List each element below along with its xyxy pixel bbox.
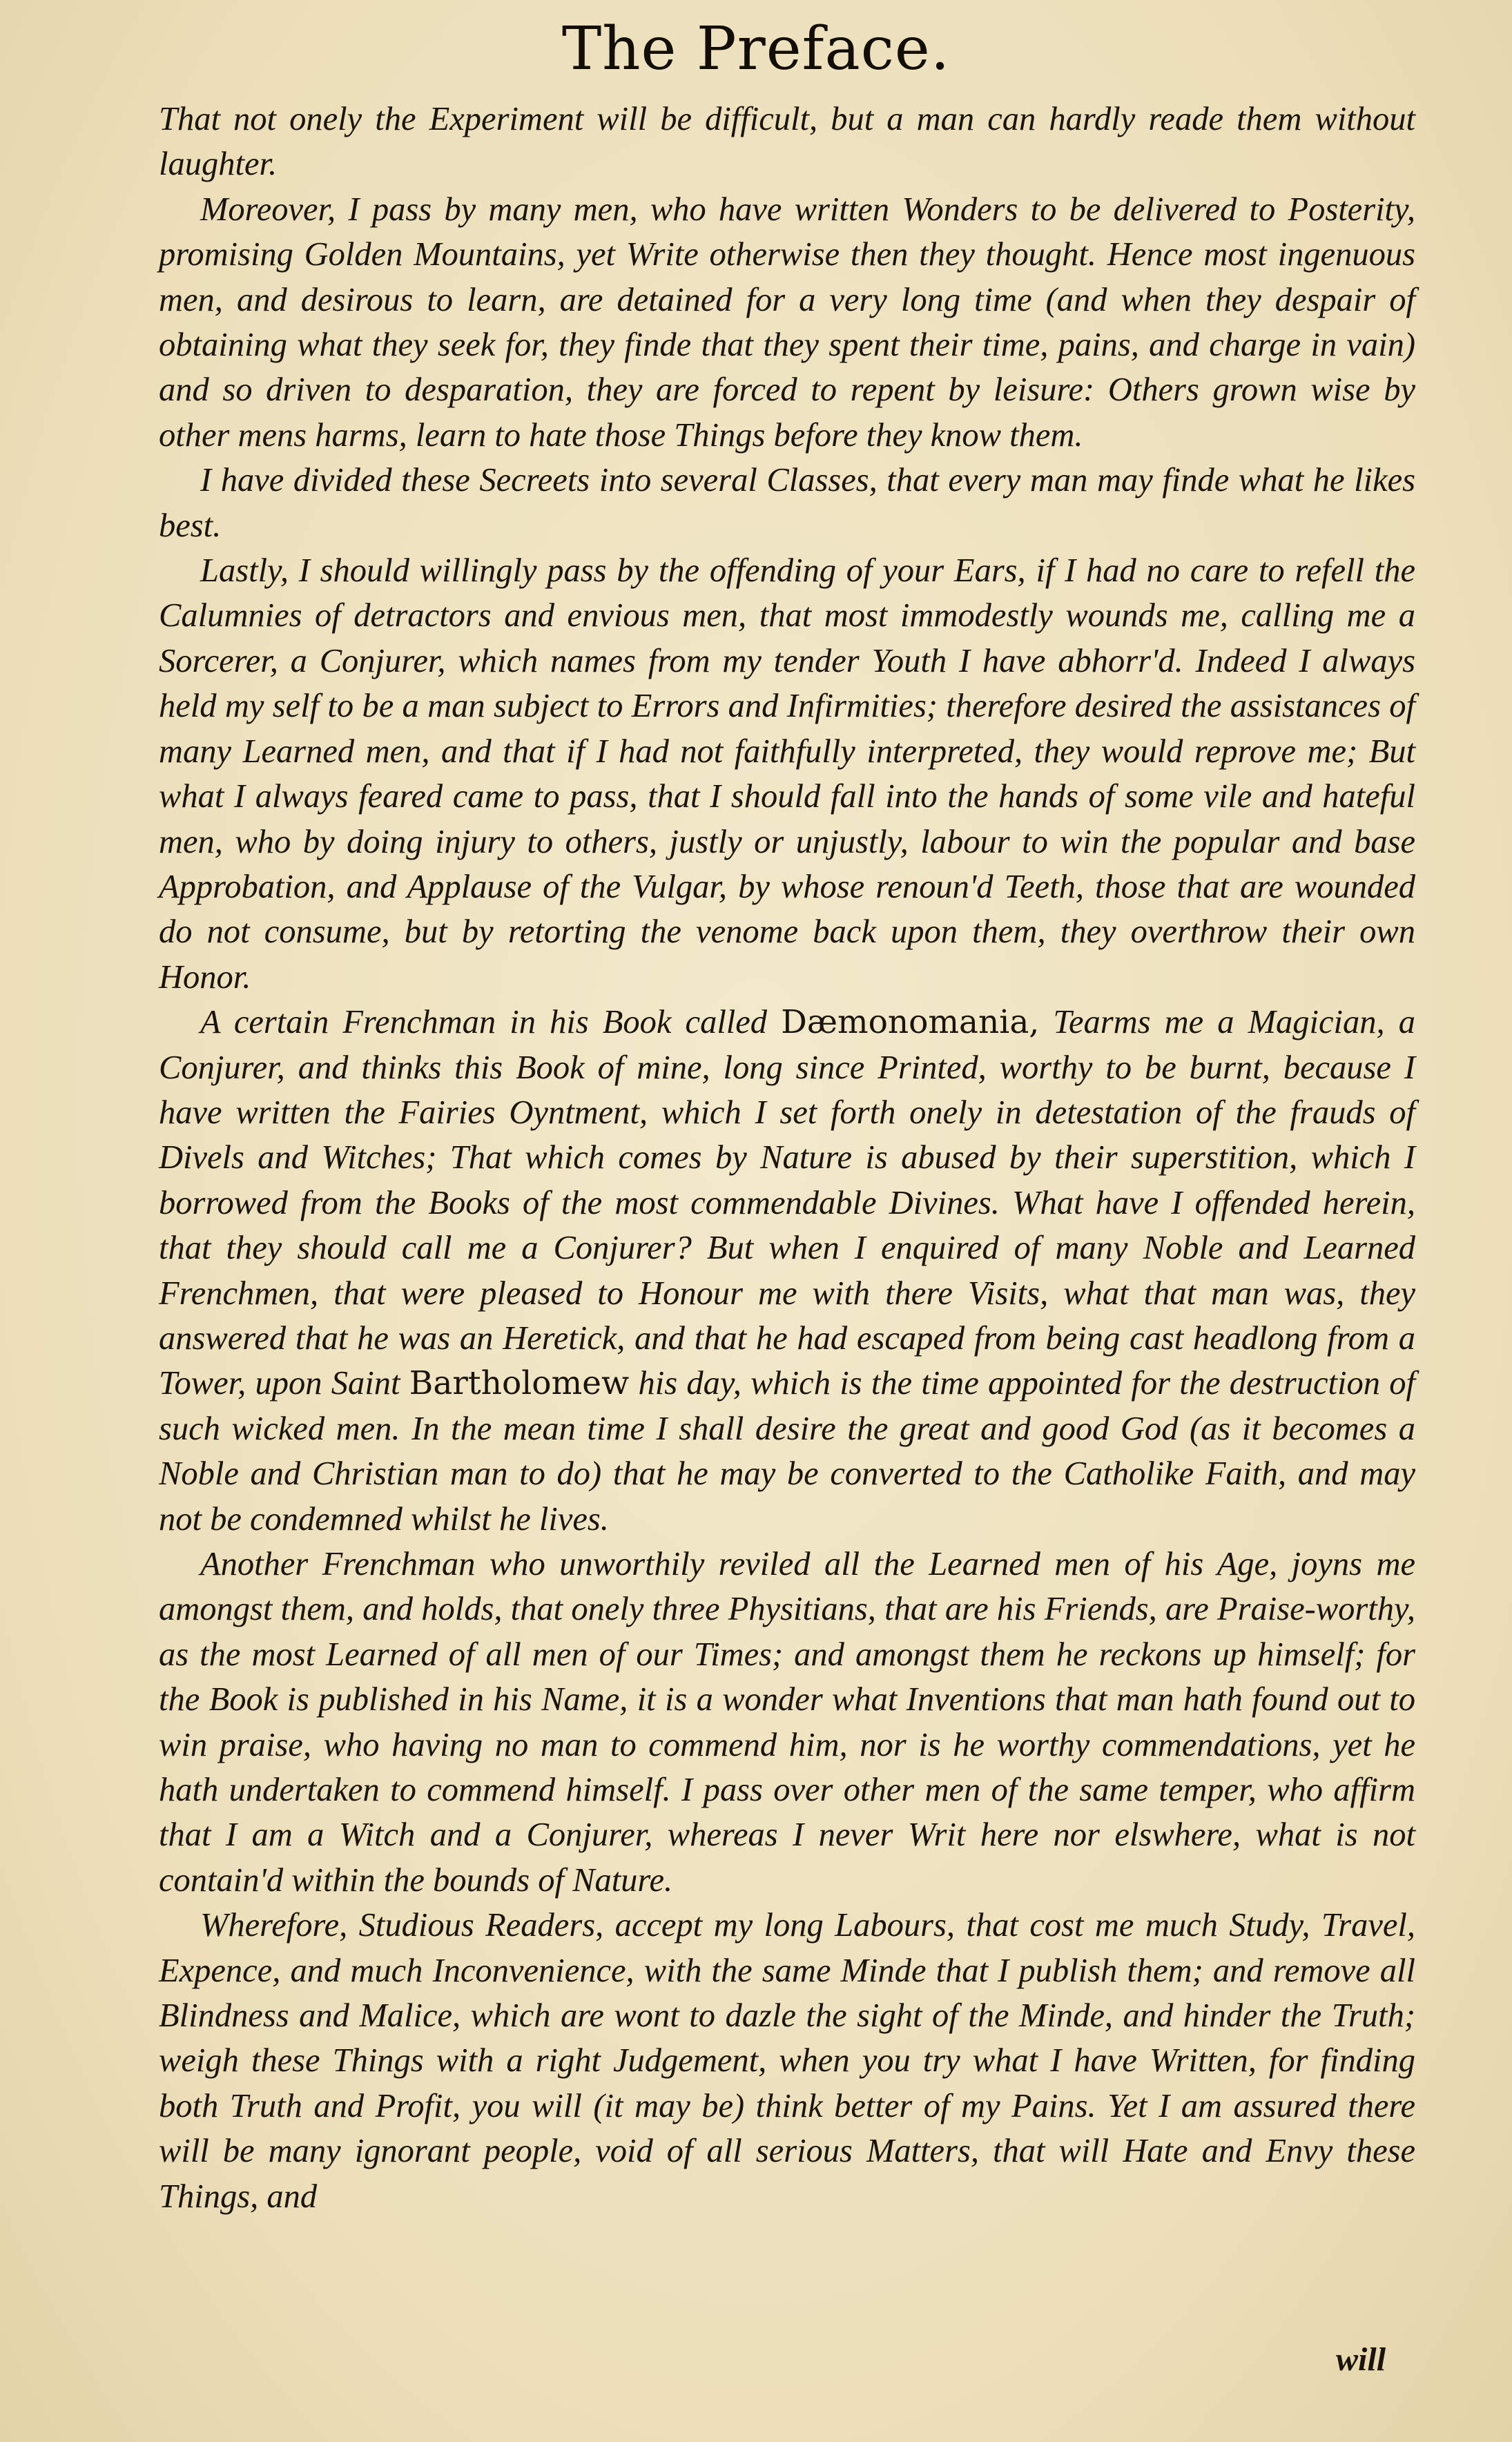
text-segment: Another Frenchman who unworthily reviled all the Learned men of his Age, joyns me amongst them, and holds, that onely three Physitians, that are his Friends, are Praise-worthy, as the most Learned of all men of our Times; and amongst them he reckons up himself; for the Book is published in his Name, it is a wonder what Inventions that man hath found out to win praise, who having no man to commend him, nor is he worthy commendations, yet he hath undertaken to commend himself. I pass over other men of the same temper, who affirm that I am a Witch and a Conjurer, whereas I never Writ here nor elswhere, what is not contain'd within the bounds of Nature. xyxy=(159,1546,1415,1899)
paragraph xyxy=(159,1000,1415,1542)
text-segment: Moreover, I pass by many men, who have written Wonders to be delivered to Posterity, promising Golden Mountains, yet Write otherwise then they thought. Hence most ingenuous men, and desirous to learn, are detained for a very long time (and when they despair of obtaining what they seek for, they finde that they spent their time, pains, and charge in vain) and so driven to desparation, they are forced to repent by leisure: Others grown wise by other mens harms, learn to hate those Things before they know them. xyxy=(159,191,1415,454)
text-segment: Tearms me a Magician, a Conjurer, and thinks this Book of mine, long since Printed, worthy to be burnt, because I have written the Fairies Oyntment, which I set forth onely in detestation of the frauds of Divels and Witches; That which comes by Nature is abused by their superstition, which I borrowed from the Books of the most commendable Divines. What have I offended herein, that they should call me a Conjurer? But when I enquired of many Noble and Learned Frenchmen, that were pleased to Honour me with there Visits, what that man was, they answered that he was an Heretick, and that he had escaped from being cast headlong from a Tower, upon Saint xyxy=(159,1004,1415,1402)
paragraph xyxy=(159,458,1415,548)
text-segment: That not onely the Experiment will be difficult, but a man can hardly reade them without laughter. xyxy=(159,101,1415,183)
catchword: will xyxy=(1336,2341,1386,2378)
text-segment: Lastly, I should willingly pass by the offending of your Ears, if I had no care to refell the Calumnies of detractors and envious men, that most immodestly wounds me, calling me a Sorcerer, a Conjurer, which names from my tender Youth I have abhorr'd. Indeed I always held my self to be a man subject to Errors and Infirmities; therefore desired the assistances of many Learned men, and that if I had not faithfully interpreted, they would reprove me; But what I always feared came to pass, that I should fall into the hands of some vile and hateful men, who by doing injury to others, justly or unjustly, labour to win the popular and base Approbation, and Applause of the Vulgar, by whose renoun'd Teeth, those that are wounded do not consume, but by retorting the venome back upon them, they overthrow their own Honor. xyxy=(159,552,1415,996)
paragraph xyxy=(159,548,1415,1000)
text-segment: Wherefore, Studious Readers, accept my long Labours, that cost me much Study, Travel, Expence, and much Inconvenience, with the same Minde that I publish them; and remove all Blindness and Malice, which are wont to dazle the sight of the Minde, and hinder the Truth; weigh these Things with a right Judgement, when you try what I have Written, for finding both Truth and Profit, you will (it may be) think better of my Pains. Yet I am assured there will be many ignorant people, void of all serious Matters, that will Hate and Envy these Things, and xyxy=(159,1907,1415,2215)
paragraph xyxy=(159,187,1415,458)
paragraph xyxy=(159,97,1415,187)
paragraph xyxy=(159,1903,1415,2219)
body-text xyxy=(159,97,1415,2219)
text-segment: A certain Frenchman in his Book called xyxy=(200,1004,782,1041)
page-title: The Preface. xyxy=(561,14,951,84)
roman-text-segment: Dæmonomania, xyxy=(781,1003,1040,1042)
text-segment: his day, which is the time appointed for the destruction of such wicked men. In the mean time I shall desire the great and good God (as it becomes a Noble and Christian man to do) that he may be converted to the Catholike Faith, and may not be condemned whilst he lives. xyxy=(159,1365,1415,1538)
roman-text-segment: Bartholomew xyxy=(409,1364,630,1403)
paragraph xyxy=(159,1542,1415,1903)
text-segment: I have divided these Secreets into several Classes, that every man may finde what he likes best. xyxy=(159,462,1415,544)
